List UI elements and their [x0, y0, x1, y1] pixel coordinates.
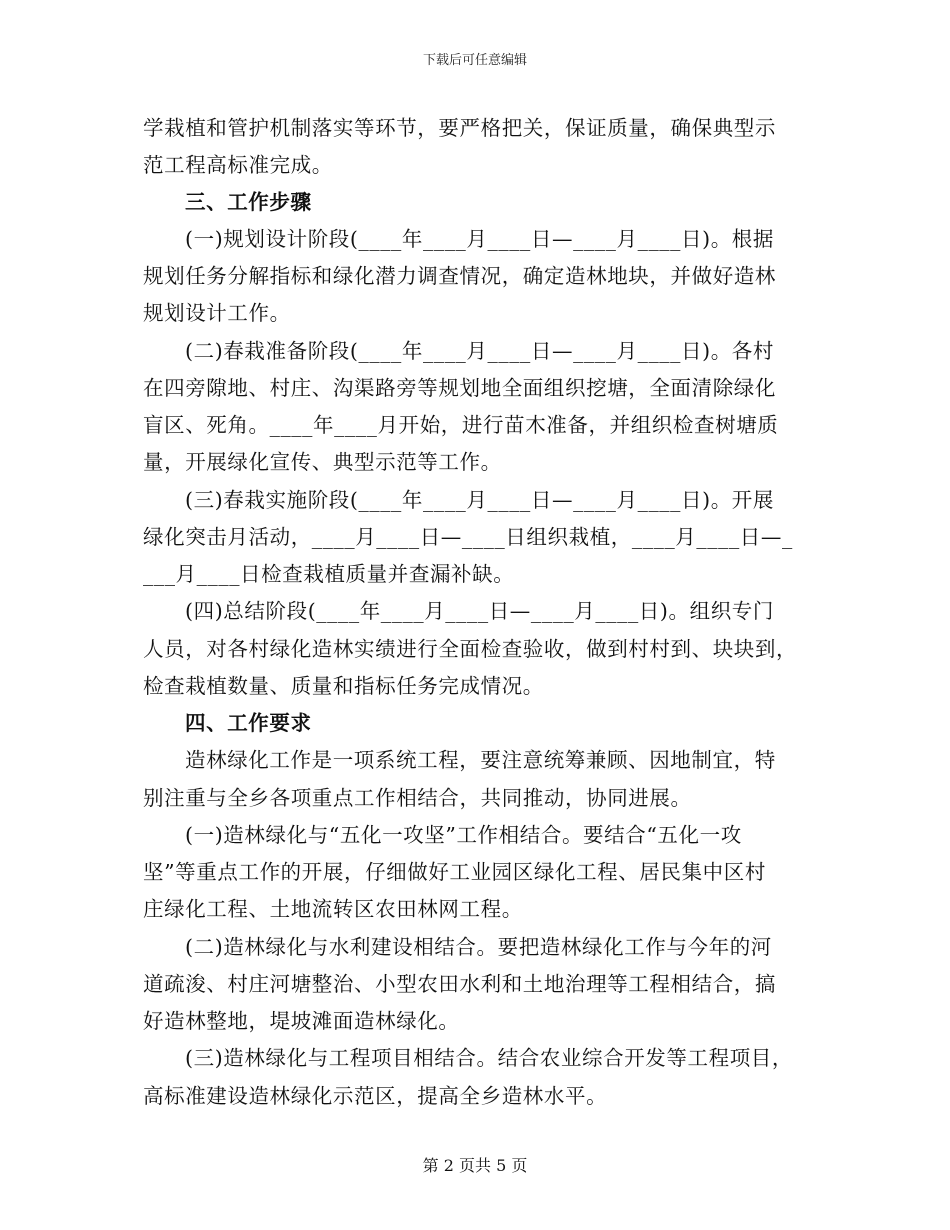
body-line: 高标准建设造林绿化示范区，提高全乡造林水平。 [143, 1084, 608, 1108]
body-line: 道疏浚、村庄河塘整治、小型农田水利和土地治理等工程相结合，搞 [143, 972, 776, 996]
body-line: 别注重与全乡各项重点工作相结合，共同推动，协同进展。 [143, 786, 692, 810]
body-line: 庄绿化工程、土地流转区农田林网工程。 [143, 897, 523, 921]
body-line: 造林绿化工作是一项系统工程，要注意统筹兼顾、因地制宜，特 [185, 748, 776, 772]
body-line: 人员，对各村绿化造林实绩进行全面检查验收，做到村村到、块块到， [143, 637, 798, 661]
section-heading: 四、工作要求 [185, 711, 312, 735]
body-line: 范工程高标准完成。 [143, 153, 333, 177]
body-line: (一)造林绿化与“五化一攻坚”工作相结合。要结合“五化一攻 [185, 823, 742, 847]
body-line: (一)规划设计阶段(____年____月____日—____月____日)。根据 [185, 227, 774, 251]
body-line: (二)春栽准备阶段(____年____月____日—____月____日)。各村 [185, 339, 774, 363]
body-line: 规划任务分解指标和绿化潜力调查情况，确定造林地块，并做好造林 [143, 264, 776, 288]
body-line: (四)总结阶段(____年____月____日—____月____日)。组织专门 [185, 599, 774, 623]
body-line: 检查栽植数量、质量和指标任务完成情况。 [143, 674, 544, 698]
body-line: 量，开展绿化宣传、典型示范等工作。 [143, 450, 502, 474]
body-line: 在四旁隙地、村庄、沟渠路旁等规划地全面组织挖塘，全面清除绿化 [143, 376, 776, 400]
body-line: 学栽植和管护机制落实等环节，要严格把关，保证质量，确保典型示 [143, 116, 776, 140]
body-line: (三)造林绿化与工程项目相结合。结合农业综合开发等工程项目， [185, 1046, 793, 1070]
body-line: 绿化突击月活动，____月____日—____日组织栽植，____月____日—_ [143, 525, 793, 549]
body-line: (二)造林绿化与水利建设相结合。要把造林绿化工作与今年的河 [185, 935, 772, 959]
body-line: 规划设计工作。 [143, 301, 291, 325]
body-line: 盲区、死角。____年____月开始，进行苗木准备，并组织检查树塘质 [143, 413, 779, 437]
section-heading: 三、工作步骤 [185, 190, 312, 214]
body-line: (三)春栽实施阶段(____年____月____日—____月____日)。开展 [185, 488, 774, 512]
page-header: 下载后可任意编辑 [422, 53, 527, 68]
body-line: 坚”等重点工作的开展，仔细做好工业园区绿化工程、居民集中区村 [143, 860, 766, 884]
body-line: ___月____日检查栽植质量并查漏补缺。 [143, 562, 515, 586]
body-line: 好造林整地，堤坡滩面造林绿化。 [143, 1009, 460, 1033]
page-footer: 第 2 页共 5 页 [422, 1156, 528, 1175]
